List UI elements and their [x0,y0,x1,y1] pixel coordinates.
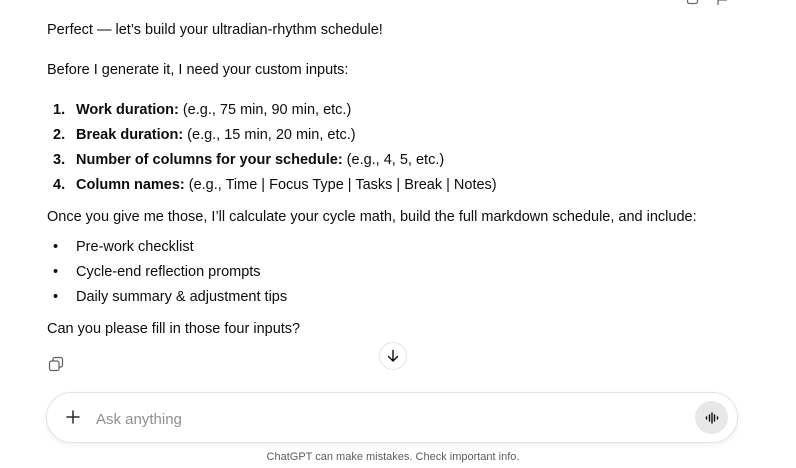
input-label: Break duration: [76,127,184,143]
plus-icon [64,408,82,426]
list-item: • Pre-work checklist [53,239,194,255]
list-item: • Daily summary & adjustment tips [53,289,288,305]
disclaimer-text: ChatGPT can make mistakes. Check important info. [266,451,520,463]
copy-button[interactable] [48,356,64,372]
list-item: 4. Column names: (e.g., Time | Focus Type | Tasks | Break | Notes) [47,176,497,201]
input-detail: (e.g., 4, 5, etc.) [346,152,445,168]
list-item: • Cycle-end reflection prompts [53,264,261,280]
input-detail: (e.g., 75 min, 90 min, etc.) [182,102,352,118]
message-input[interactable] [94,406,678,432]
input-label: Column names: [76,177,185,193]
input-label: Number of columns for your schedule: [76,152,343,168]
message-intro: Perfect — let’s build your ultradian-rhythm schedule! [47,22,383,38]
edit-icon[interactable] [686,0,700,6]
arrow-down-icon [386,349,400,363]
flag-icon[interactable] [716,0,730,6]
message-closing: Can you please fill in those four inputs? [47,321,301,337]
voice-mode-icon [704,410,720,426]
inputs-list [47,101,497,201]
list-item: 3. Number of columns for your schedule: (e.g., 4, 5, etc.) [47,151,497,176]
add-attachment-button[interactable] [64,408,82,426]
input-detail: (e.g., 15 min, 20 min, etc.) [187,127,356,143]
message-lead: Before I generate it, I need your custom inputs: [47,62,349,78]
chat-composer [46,392,738,443]
input-label: Work duration: [76,102,179,118]
copy-icon [48,356,64,372]
list-item: 1. Work duration: (e.g., 75 min, 90 min, etc.) [47,101,497,126]
input-detail: (e.g., Time | Focus Type | Tasks | Break | Notes) [188,177,497,193]
scroll-to-bottom-button[interactable] [379,342,407,370]
voice-mode-button[interactable] [695,401,728,434]
top-actions [686,0,730,6]
message-followup: Once you give me those, I’ll calculate your cycle math, build the full markdown schedule, and include: [47,209,697,225]
includes-list [47,238,287,313]
list-item: 2. Break duration: (e.g., 15 min, 20 min, etc.) [47,126,497,151]
